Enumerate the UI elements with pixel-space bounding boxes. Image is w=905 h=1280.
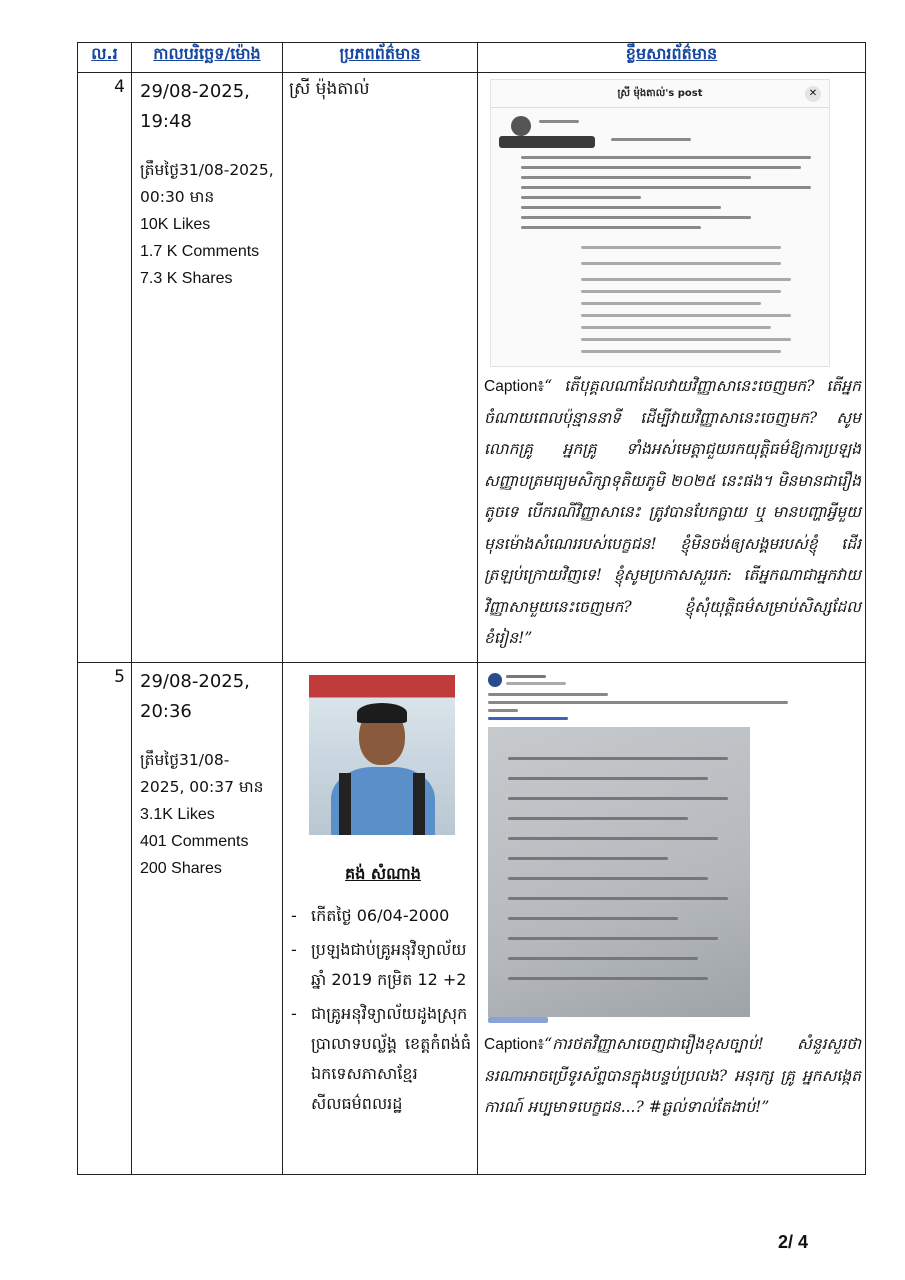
as-of-line: ត្រឹមថ្ងៃ31/08- <box>140 751 230 769</box>
row-datetime-cell <box>132 663 283 1175</box>
header-datetime: កាលបរិច្ឆេទ/ម៉ោង <box>132 43 283 73</box>
post-date: 29/08-2025, <box>140 671 250 692</box>
facebook-post-screenshot <box>490 79 830 367</box>
shares-count: 7.3 K Shares <box>140 270 233 287</box>
shares-count: 200 Shares <box>140 860 222 877</box>
as-of-line: 2025, 00:37 មាន <box>140 778 264 796</box>
caption-label: Caption៖ <box>484 1036 545 1053</box>
row-number: 5 <box>78 663 132 1175</box>
post-caption <box>484 1029 861 1124</box>
bio-item: - ជាគ្រូអនុវិទ្យាល័យដូងស្រុកប្រាលាទបល្ល័ង្គ ខេត្តកំពង់ធំ ឯកទេសភាសាខ្មែរ សីលធម៌ពលរដ្ឋ <box>289 999 471 1119</box>
person-bio-list <box>289 901 477 1119</box>
row-datetime-cell <box>132 73 283 663</box>
likes-count: 3.1K Likes <box>140 806 215 823</box>
reaction-bar <box>488 1017 548 1023</box>
bio-item: - ប្រឡងជាប់គ្រូអនុវិទ្យាល័យឆ្នាំ 2019 កម្រិត 12 +2 <box>289 935 471 995</box>
table-row <box>78 663 866 1175</box>
person-name: គង់ សំណាង <box>345 864 421 883</box>
facebook-post-screenshot <box>484 669 868 1025</box>
post-time: 20:36 <box>140 701 192 722</box>
as-of-line: 00:30 មាន <box>140 188 215 206</box>
comments-count: 1.7 K Comments <box>140 243 260 260</box>
caption-label: Caption៖ <box>484 378 545 395</box>
post-date: 29/08-2025, <box>140 81 250 102</box>
as-of-line: ត្រឹមថ្ងៃ31/08-2025, <box>140 161 274 179</box>
avatar <box>511 116 531 136</box>
row-content-cell <box>478 663 866 1175</box>
header-number: ល.រ <box>78 43 132 73</box>
post-dialog-title: ស្រី ម៉ុងតាល់'s post <box>491 80 829 108</box>
header-source: ប្រភពព័ត៌មាន <box>283 43 478 73</box>
row-source-cell <box>283 663 478 1175</box>
row-content-cell <box>478 73 866 663</box>
avatar <box>488 673 502 687</box>
header-row <box>78 43 866 73</box>
page-number: 2/ 4 <box>778 1232 809 1252</box>
row-number: 4 <box>78 73 132 663</box>
table-row <box>78 73 866 663</box>
exam-paper-photo <box>488 727 750 1017</box>
caption-text: “ការថតវិញ្ញាសាចេញជារឿងខុសច្បាប់! សំនួរសួរថា នរណាអាចប្រើទូរស័ព្ទបានក្នុងបន្ទប់ប្រលង? អនុរក្ស គ្រូ អ្នកសង្កេតការណ៍ អប្បមាទបេក្ខជន...? #ធ្ងល់ទាល់តែងាប់!” <box>484 1035 861 1116</box>
report-table <box>77 42 866 1175</box>
post-time: 19:48 <box>140 111 192 132</box>
as-of-date <box>140 747 282 801</box>
comments-count: 401 Comments <box>140 833 249 850</box>
as-of-date <box>140 157 282 211</box>
close-icon: ✕ <box>805 86 821 102</box>
profile-photo <box>309 675 455 835</box>
source-name: ស្រី ម៉ុងតាល់ <box>289 79 370 99</box>
row-source-cell <box>283 73 478 663</box>
likes-count: 10K Likes <box>140 216 211 233</box>
bio-item: - កើតថ្ងៃ 06/04-2000 <box>289 901 471 931</box>
timestamp-tooltip <box>499 136 595 148</box>
header-content: ខ្លឹមសារព័ត៌មាន <box>478 43 866 73</box>
post-caption <box>484 371 861 655</box>
caption-text: “ តើបុគ្គលណាដែលវាយវិញ្ញាសានេះចេញមក? តើអ្នកចំណាយពេលប៉ុន្មាននាទី ដើម្បីវាយវិញ្ញាសានេះចេញមក? សូមលោកគ្រូ អ្នកគ្រូ ទាំងអស់មេត្តាជួយរកយុត្តិធម៌ឱ្យការប្រឡង សញ្ញាបត្រមធ្យមសិក្សាទុតិយភូមិ ២០២៥ នេះផង។ មិនមានជារឿងតូចទេ បើករណីវិញ្ញាសានេះ ត្រូវបានបែកធ្លាយ ឬ មានបញ្ហាអ្វីមួយ មុនម៉ោងសំណេររបស់បេក្ខជន! ខ្ញុំមិនចង់ឲ្យសង្គមរបស់ខ្ញុំ ដើរត្រឡប់ក្រោយវិញទេ! ខ្ញុំសូមប្រកាសសួររក: តើអ្នកណាជាអ្នកវាយវិញ្ញាសាមួយនេះចេញមក? ខ្ញុំសុំយុត្តិធម៌សម្រាប់សិស្សដែលខំរៀន!” <box>484 377 861 647</box>
